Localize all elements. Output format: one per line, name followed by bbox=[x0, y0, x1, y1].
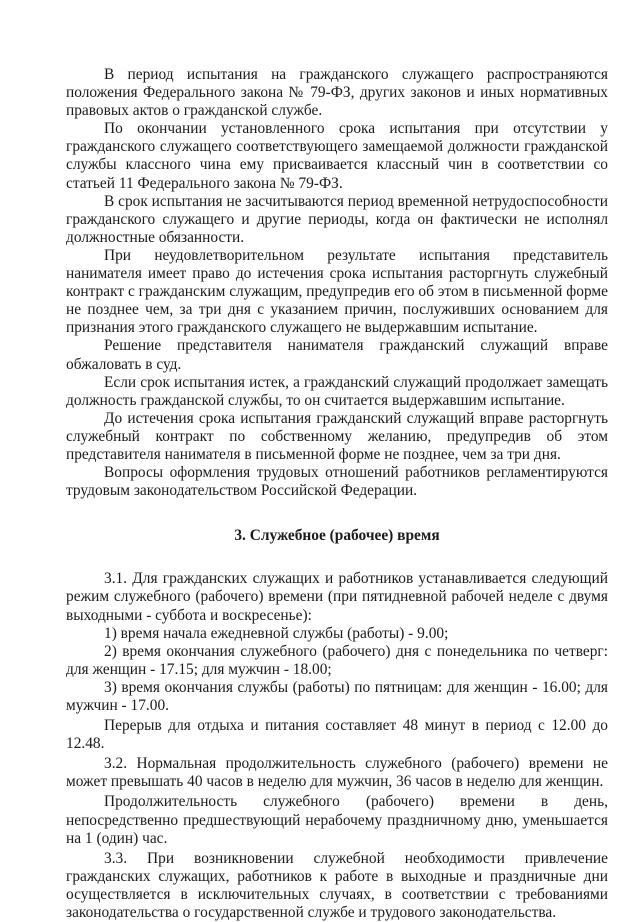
paragraph-pre-holiday: Продолжительность служебного (рабочего) времени в день, непосредственно предшествующий нерабочему праздничному дню, уменьшается на 1 (один) час. bbox=[66, 793, 608, 847]
paragraph-terminate-own-will: До истечения срока испытания гражданский служащий вправе расторгнуть служебный контракт по собственному желанию, предупредив об этом представителя нанимателя в письменной форме не позднее, чем за три дня. bbox=[66, 409, 608, 463]
paragraph-appeal: Решение представителя нанимателя гражданский служащий вправе обжаловать в суд. bbox=[66, 337, 608, 373]
document-page bbox=[66, 66, 608, 922]
section-heading-working-time: 3. Служебное (рабочее) время bbox=[234, 527, 440, 545]
paragraph-labor-law: Вопросы оформления трудовых отношений работников регламентируются трудовым законодательством Российской Федерации. bbox=[66, 464, 608, 500]
paragraph-unsatisfactory-result: При неудовлетворительном результате испытания представитель нанимателя имеет право до истечения срока испытания расторгнуть служебный контракт с гражданским служащим, предупредив его об этом в письменной форме не позднее чем, за три дня с указанием причин, послуживших основанием для признания этого гражданского служащего не выдержавшим испытание. bbox=[66, 246, 608, 337]
paragraph-class-rank: По окончании установленного срока испытания при отсутствии у гражданского служащего соответствующего замещаемой должности гражданской службы классного чина ему присваивается классный чин в соответствии со статьей 11 Федерального закона № 79-ФЗ. bbox=[66, 120, 608, 192]
paragraph-probation-passed: Если срок испытания истек, а гражданский служащий продолжает замещать должность гражданской службы, то он считается выдержавшим испытание. bbox=[66, 373, 608, 409]
paragraph-3-1: 3.1. Для гражданских служащих и работников устанавливается следующий режим служебного (рабочего) времени (при пятидневной рабочей неделе с двумя выходными - суббота и воскресенье): bbox=[66, 570, 608, 624]
list-item-start-time: 1) время начала ежедневной службы (работы) - 9.00; bbox=[104, 624, 449, 642]
paragraph-sick-leave: В срок испытания не засчитываются период временной нетрудоспособности гражданского служащего и другие периоды, когда он фактически не исполнял должностные обязанности. bbox=[66, 192, 608, 246]
paragraph-3-2: 3.2. Нормальная продолжительность служебного (рабочего) времени не может превышать 40 часов в неделю для мужчин, 36 часов в неделю для женщин. bbox=[66, 755, 608, 791]
paragraph-probation-law: В период испытания на гражданского служащего распространяются положения Федерального закона № 79-ФЗ, других законов и иных нормативных правовых актов о гражданской службе. bbox=[66, 66, 608, 120]
list-item-end-time-mon-thu: 2) время окончания служебного (рабочего) дня с понедельника по четверг: для женщин - 17.15; для мужчин - 18.00; bbox=[66, 642, 608, 678]
paragraph-3-3: 3.3. При возникновении служебной необходимости привлечение гражданских служащих, работников к работе в выходные и праздничные дни осуществляется в исключительных случаях, в соответствии с требованиями законодательства о государственной службе и трудового законодательства. bbox=[66, 849, 608, 922]
paragraph-lunch-break: Перерыв для отдыха и питания составляет 48 минут в период с 12.00 до 12.48. bbox=[66, 717, 608, 753]
list-item-end-time-friday: 3) время окончания службы (работы) по пятницам: для женщин - 16.00; для мужчин - 17.00. bbox=[66, 678, 608, 714]
